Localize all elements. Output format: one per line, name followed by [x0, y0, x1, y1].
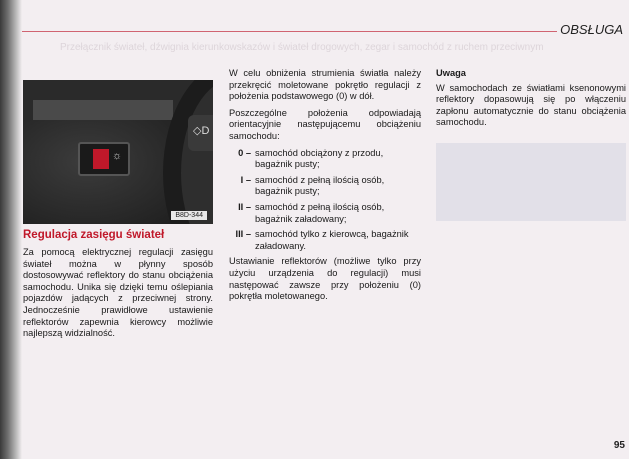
position-item-2: II – samochód z pełną ilością osób, bagażnik załadowany;: [238, 201, 385, 224]
headlight-icon: ◇D: [193, 125, 210, 137]
section-title: OBSŁUGA: [560, 22, 623, 37]
position-item-3: III – samochód tylko z kierowcą, bagażnik załadowany.: [235, 229, 409, 251]
note-title: Uwaga: [436, 68, 466, 78]
instruction-paragraph: W celu obniżenia strumienia światła należy przekręcić moletowane pokrętło regulacji z położenia podstawowego (0) w dół.: [229, 68, 421, 102]
middle-column: [229, 68, 421, 308]
adjustment-paragraph: Ustawianie reflektorów (możliwe tylko przy użyciu urządzenia do regulacji) musi następować zawsze przy położeniu (0) pokrętła moletowanego.: [229, 256, 421, 302]
thumbwheel-knob: [93, 149, 109, 169]
dashboard-figure: [23, 80, 213, 224]
dashboard-trim: [33, 100, 173, 120]
headlight-range-switch: [78, 142, 130, 176]
positions-intro: Poszczególne położenia odpowiadają orientacyjnie następującemu obciążeniu samochodu:: [229, 107, 421, 141]
right-column: [436, 68, 626, 134]
page-number: 95: [613, 440, 625, 451]
left-column: [23, 247, 213, 345]
position-item-0: 0 – samochód obciążony z przodu, bagażnik pusty;: [238, 147, 384, 170]
note-body: W samochodach ze światłami ksenonowymi reflektory dopasowują się po włączeniu zapłonu automatycznie do stanu obciążenia samochodu.: [436, 82, 626, 128]
header-rule: [22, 31, 557, 32]
book-spine-shadow: [0, 0, 22, 459]
intro-paragraph: Za pomocą elektrycznej regulacji zasięgu świateł można w płynny sposób dostosowywać reflektory do stanu obciążenia samochodu. Unika się dzięki temu oślepiania pojazdów jadących z przeciwnej strony. Jednocześnie prawidłowe ustawienie reflektorów zapewnia kierowcy możliwie najlepszą widzialność.: [23, 247, 213, 339]
bleed-through-photo: [436, 143, 626, 221]
position-item-1: I – samochód z pełną ilością osób, bagażnik pusty;: [240, 174, 385, 197]
section-heading: Regulacja zasięgu świateł: [23, 229, 165, 241]
figure-code: B8D-344: [171, 211, 207, 220]
headlight-range-icon: ☼: [112, 150, 123, 162]
bleed-through-text: Przełącznik świateł, dźwignia kierunkowskazów i świateł drogowych, zegar i samochód z ruchem przeciwnym: [60, 42, 544, 53]
